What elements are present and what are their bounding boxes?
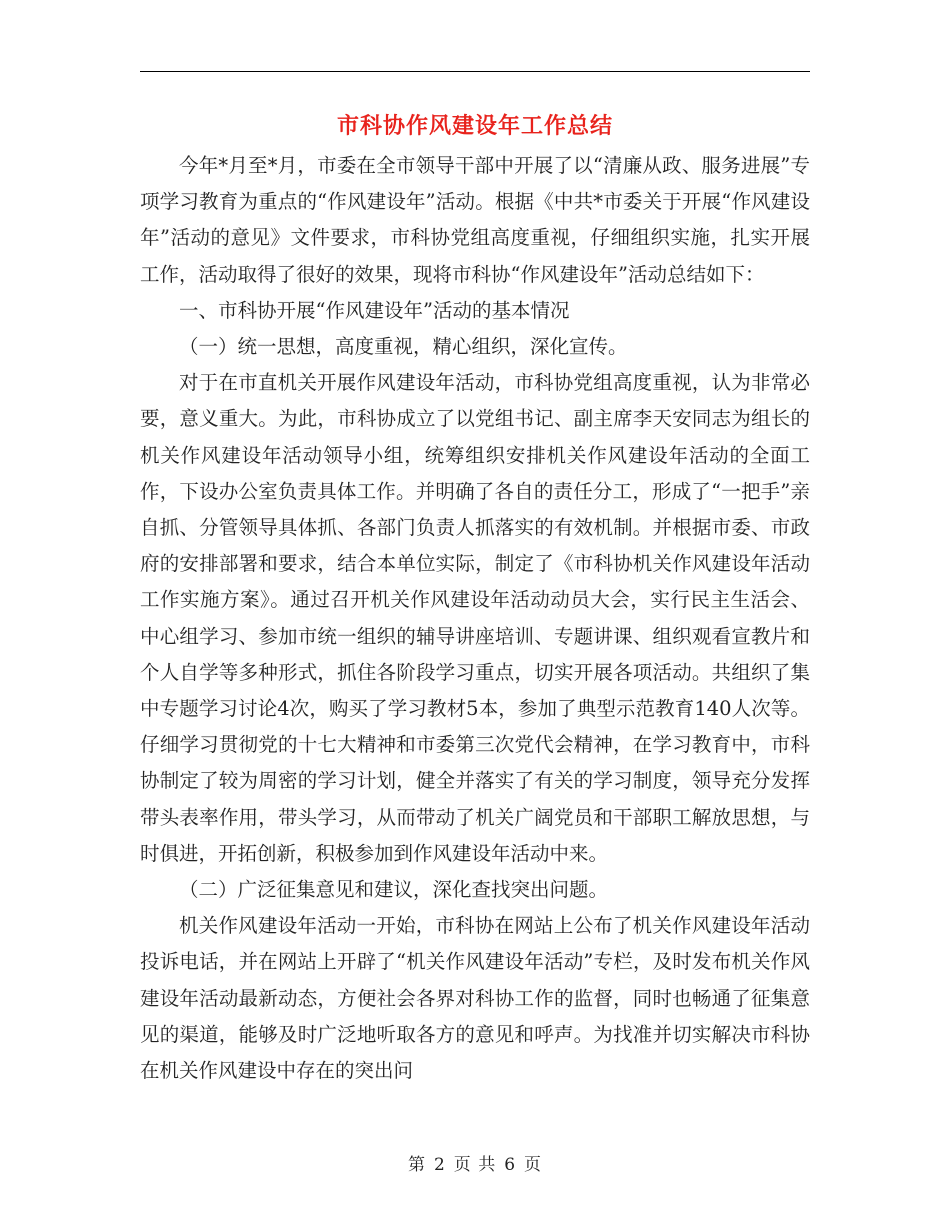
footer-total-pages: 6 xyxy=(504,1155,517,1175)
document-title: 市科协作风建设年工作总结 xyxy=(336,113,613,139)
page-footer xyxy=(0,1150,950,1175)
paragraph-body-1: 对于在市直机关开展作风建设年活动，市科协党组高度重视，认为非常必要，意义重大。为此，市科协成立了以党组书记、副主席李天安同志为组长的机关作风建设年活动领导小组，统筹组织安排机关作风建设年活动的全面工作，下设办公室负责具体工作。并明确了各自的责任分工，形成了“一把手”亲自抓、分管领导具体抓、各部门负责人抓落实的有效机制。并根据市委、市政府的安排部署和要求，结合本单位实际，制定了《市科协机关作风建设年活动工作实施方案》。通过召开机关作风建设年活动动员大会，实行民主生活会、中心组学习、参加市统一组织的辅导讲座培训、专题讲课、组织观看宣教片和个人自学等多种形式，抓住各阶段学习重点，切实开展各项活动。共组织了集中专题学习讨论4次，购买了学习教材5本，参加了典型示范教育140人次等。仔细学习贯彻党的十七大精神和市委第三次党代会精神，在学习教育中，市科协制定了较为周密的学习计划，健全并落实了有关的学习制度，领导充分发挥带头表率作用，带头学习，从而带动了机关广阔党员和干部职工解放思想，与时俱进，开拓创新，积极参加到作风建设年活动中来。 xyxy=(140,371,810,865)
footer-prefix: 第 xyxy=(407,1155,426,1175)
footer-suffix: 页 xyxy=(524,1155,543,1175)
header-rule xyxy=(140,71,810,72)
subsection-heading-1: （一）统一思想，高度重视，精心组织，深化宣传。 xyxy=(179,335,628,359)
subsection-heading-2: （二）广泛征集意见和建议，深化查找突出问题。 xyxy=(179,878,609,902)
paragraph-body-2: 机关作风建设年活动一开始，市科协在网站上公布了机关作风建设年活动投诉电话，并在网站上开辟了“机关作风建设年活动”专栏，及时发布机关作风建设年活动最新动态，方便社会各界对科协工作的监督，同时也畅通了征集意见的渠道，能够及时广泛地听取各方的意见和呼声。为找准并切实解决市科协在机关作风建设中存在的突出问 xyxy=(140,914,810,1083)
footer-current-page: 2 xyxy=(433,1155,446,1175)
section-heading-1: 一、市科协开展“作风建设年”活动的基本情况 xyxy=(179,298,570,322)
document-body xyxy=(140,148,810,1089)
paragraph-intro: 今年*月至*月，市委在全市领导干部中开展了以“清廉从政、服务进展”专项学习教育为重点的“作风建设年”活动。根据《中共*市委关于开展“作风建设年”活动的意见》文件要求，市科协党组高度重视，仔细组织实施，扎实开展工作，活动取得了很好的效果，现将市科协“作风建设年”活动总结如下： xyxy=(140,154,810,286)
footer-middle: 页 共 xyxy=(453,1155,497,1175)
